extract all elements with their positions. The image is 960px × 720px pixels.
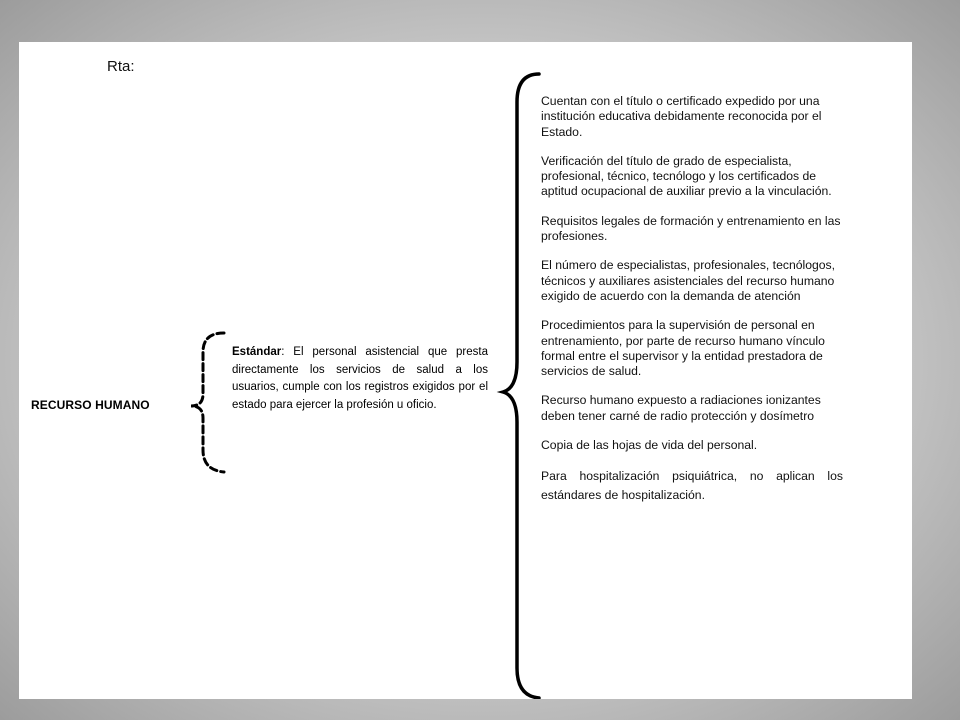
standard-definition	[232, 344, 488, 414]
answer-label: Rta:	[107, 58, 135, 75]
requirement-item: El número de especialistas, profesionales, tecnólogos, técnicos y auxiliares asistenciales del recurso humano exigido de acuerdo con la demanda de atención	[541, 258, 836, 303]
standard-text: : El personal asistencial que presta directamente los servicios de salud a los usuarios, cumple con los registros exigidos por el estado para ejercer la profesión u oficio.	[232, 346, 488, 411]
requirement-list	[541, 94, 843, 505]
requirement-item: Para hospitalización psiquiátrica, no aplican los estándares de hospitalización.	[541, 469, 843, 503]
requirement-item: Verificación del título de grado de especialista, profesional, técnico, tecnólogo y los certificados de aptitud ocupacional de auxiliar previo a la vinculación.	[541, 153, 832, 199]
standard-term: Estándar	[232, 346, 282, 358]
document-page	[19, 42, 912, 699]
requirement-item: Requisitos legales de formación y entrenamiento en las profesiones.	[541, 213, 841, 244]
root-node-label: RECURSO HUMANO	[31, 398, 150, 412]
requirement-item: Procedimientos para la supervisión de personal en entrenamiento, por parte de recurso humano vínculo formal entre el supervisor y la entidad prestadora de servicios de salud.	[541, 318, 825, 379]
requirement-item: Cuentan con el título o certificado expedido por una institución educativa debidamente reconocida por el Estado.	[541, 94, 822, 139]
requirement-item: Recurso humano expuesto a radiaciones ionizantes deben tener carné de radio protección y dosímetro	[541, 393, 821, 423]
dashed-brace	[191, 333, 224, 472]
requirement-item: Copia de las hojas de vida del personal.	[541, 438, 758, 453]
large-brace	[503, 74, 539, 698]
